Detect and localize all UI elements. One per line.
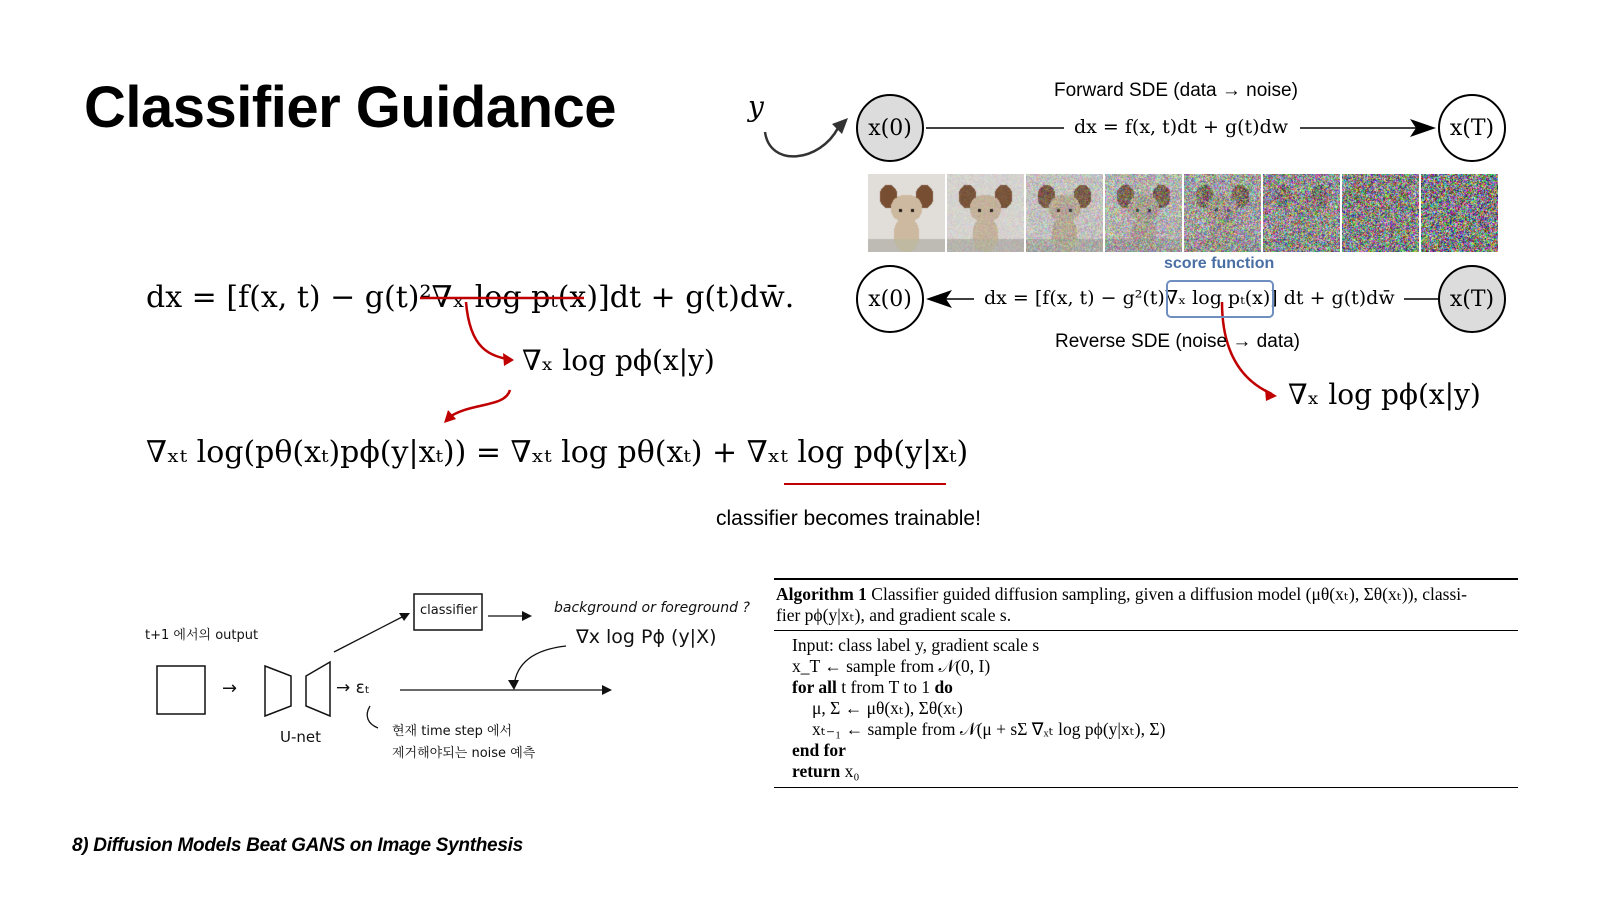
sketch-classifier-label: classifier <box>420 603 478 618</box>
algorithm-line-text: Input: class label y, gradient scale s <box>792 635 1040 655</box>
noise-frame <box>1421 174 1498 252</box>
arrowhead <box>1265 389 1277 401</box>
sketch-question: background or foreground ? <box>554 600 750 616</box>
algorithm-bottom-rule <box>774 787 1518 788</box>
noise-frame <box>947 174 1024 252</box>
trainable-note: classifier becomes trainable! <box>716 507 981 530</box>
algorithm-keyword: return <box>792 761 841 781</box>
sketch-arrow: → <box>222 678 238 699</box>
algorithm-line <box>792 761 1518 782</box>
algorithm-line <box>792 698 1518 719</box>
score-replacement: ∇ₓ log pϕ(x|y) <box>522 344 715 377</box>
algorithm-line-text: x₀ <box>840 761 860 781</box>
arrowhead <box>503 353 514 366</box>
line-to-classifier <box>334 616 404 652</box>
algorithm-keyword: end for <box>792 740 846 760</box>
score-function-box <box>1166 280 1274 318</box>
algorithm-body <box>774 631 1518 787</box>
reverse-eq-part-c: ] dt + g(t)dw̄ <box>1270 287 1395 309</box>
bayes-rhs-classifier: log pϕ(y|xₜ) <box>797 435 969 470</box>
reverse-sde-label: Reverse SDE (noise → data) <box>1055 331 1300 352</box>
algorithm-block <box>774 578 1518 788</box>
sketch-note-line2: 제거해야되는 noise 예측 <box>392 746 536 761</box>
algorithm-line <box>792 677 1518 698</box>
sketch-top-note: t+1 에서의 output <box>145 628 259 643</box>
unet-decoder <box>306 662 330 716</box>
algorithm-header <box>774 580 1518 630</box>
score-function-label: score function <box>1164 255 1275 272</box>
algorithm-line-text: t from T to 1 <box>836 677 935 697</box>
algorithm-line <box>792 719 1518 740</box>
curved-arrow-to-score <box>466 302 512 360</box>
noise-frame <box>1105 174 1182 252</box>
arrowhead <box>522 611 532 621</box>
algorithm-keyword: for all <box>792 677 837 697</box>
bayes-lhs: ∇ₓₜ log(pθ(xₜ)pϕ(y|xₜ)) <box>146 435 467 470</box>
arrowhead <box>602 685 612 695</box>
algorithm-line-text: x_T ← sample from 𝒩(0, I) <box>792 656 991 676</box>
footer-citation: 8) Diffusion Models Beat GANS on Image Synthesis <box>72 835 523 856</box>
arrowhead <box>444 410 456 423</box>
algorithm-line <box>792 635 1518 656</box>
sketch-gradient: ∇x log Pϕ (y|X) <box>576 626 717 648</box>
reverse-eq-part-a: dx = [f(x, t) − g²(t) <box>984 287 1165 309</box>
algorithm-caption-2: fier pϕ(y|xₜ), and gradient scale s. <box>776 605 1012 625</box>
sketch-note-line1: 현재 time step 에서 <box>392 724 513 739</box>
algorithm-line-text: μ, Σ ← μθ(xₜ), Σθ(xₜ) <box>812 698 963 718</box>
noise-strip <box>868 174 1498 252</box>
grad-hook-arrow <box>514 646 566 686</box>
slide-title: Classifier Guidance <box>84 75 617 140</box>
struck-score-term: ∇ₓ log pₜ(x) <box>431 280 599 315</box>
noise-frame <box>1184 174 1261 252</box>
arrowhead <box>508 680 519 690</box>
algorithm-title: Algorithm 1 <box>776 584 867 604</box>
noise-frame <box>1342 174 1419 252</box>
algorithm-line-text: xₜ₋₁ ← sample from 𝒩(μ + sΣ ∇ₓₜ log pϕ(y|xₜ), Σ) <box>812 719 1166 739</box>
noise-frame <box>1263 174 1340 252</box>
algorithm-caption: Classifier guided diffusion sampling, given a diffusion model (μθ(xₜ), Σθ(xₜ)), classi- <box>866 584 1467 604</box>
algorithm-line <box>792 656 1518 677</box>
noise-frame <box>1026 174 1103 252</box>
y-curved-arrow <box>765 128 838 156</box>
reverse-sde-prefix: dx = [f(x, t) − g(t)² <box>146 280 432 315</box>
input-box <box>157 666 205 714</box>
y-label: y <box>748 90 764 123</box>
unet-encoder <box>265 666 291 716</box>
sketch-epsilon: → εₜ <box>336 678 370 698</box>
curved-arrow-to-bayes <box>448 390 510 418</box>
forward-sde-equation: dx = f(x, t)dt + g(t)dw <box>1066 116 1296 138</box>
reverse-eq-score: ∇ₓ log pₜ(x) <box>1164 287 1271 309</box>
node-xT-reverse: x(T) <box>1438 265 1506 333</box>
noise-frame <box>868 174 945 252</box>
algorithm-line <box>792 740 1518 761</box>
eps-note-arrow <box>367 706 378 728</box>
node-x0-reverse: x(0) <box>856 265 924 333</box>
bayes-gradient-equation <box>146 435 968 470</box>
algorithm-keyword: do <box>934 677 953 697</box>
bayes-rhs-prior: ∇ₓₜ log pθ(xₜ) + ∇ₓₜ <box>510 435 798 470</box>
bayes-equals: = <box>466 435 511 470</box>
arrowhead <box>832 118 848 134</box>
node-x0-forward: x(0) <box>856 94 924 162</box>
sketch-unet-label: U-net <box>280 728 322 746</box>
forward-sde-label: Forward SDE (data → noise) <box>1054 80 1298 101</box>
reverse-sde-suffix: ]dt + g(t)dw̄. <box>598 280 795 315</box>
score-callout: ∇ₓ log pϕ(x|y) <box>1288 378 1481 411</box>
node-xT-forward: x(T) <box>1438 94 1506 162</box>
